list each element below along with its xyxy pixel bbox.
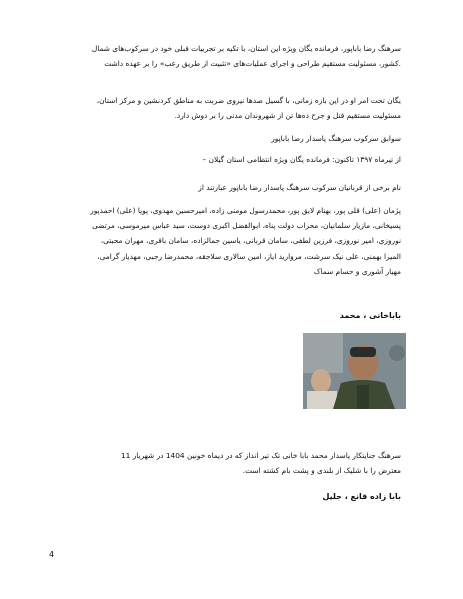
page-number: 4 <box>49 550 55 559</box>
paragraph-2-line: مسئولیت مستقیم قتل و جرح ده‌ها تن از شهروندان مدنی را بر دوش دارد. <box>174 111 401 121</box>
record-title: سوابق سرکوب سرهنگ پاسدار رضا باباپور <box>271 134 401 143</box>
next-section-heading: بابا زاده قانع ، جلیل <box>322 492 401 501</box>
victims-line: پژمان (علی) قلی پور، بهنام لایق پور، محمدرسول مومنی زاده، امیرحسین مهدوی، پویا (علی) احمدپور <box>90 206 401 215</box>
record-line: از تیرماه ۱۳۹۷ تاکنون: فرمانده یگان ویژه انتظامی استان گیلان – <box>202 155 401 164</box>
victims-line: پسیخانی، مازیار سلمانیان، محراب دولت پناه، ابوالفضل اکبری دوست، سید عباس میرموسی، مرتضی <box>92 221 401 231</box>
paragraph-1-line: سرهنگ رضا باباپور، فرمانده یگان ویژه این استان، با تکیه بر تجربیات قبلی خود در سرکوب‌های شمال <box>91 44 401 53</box>
victims-line: المیرا بهمنی، علی نیک سرشت، مروارید ایاز، امین سالاری سلاجقه، محمدرضا رجبی، مهدیار گرامی، <box>97 251 401 261</box>
victims-line: مهیار آشوری و حسام سماک <box>313 266 401 276</box>
section-paragraph-line: سرهنگ جنایتکار پاسدار محمد بابا خانی تک تیر انداز که در دیماه خونین 1404 در شهریار 11 <box>120 451 401 460</box>
portrait-photo <box>303 333 406 409</box>
section-heading: باباخانی ، محمد <box>339 311 401 320</box>
paragraph-2-line: یگان تحت امر او در این بازه زمانی، با گسیل صدها نیروی ضربت به مناطق کردنشین و مرکز استان، <box>96 96 401 105</box>
section-paragraph-line: معترض را با شلیک از بلندی و پشت بام کشته است. <box>242 466 401 476</box>
section-paragraph <box>121 448 401 478</box>
victims-list <box>90 203 401 279</box>
portrait-illustration <box>303 333 406 409</box>
paragraph-1-line: .کشور، مسئولیت مستقیم طراحی و اجرای عملیات‌های «تثبیت از طریق رعب» را بر عهده داشت <box>104 59 401 69</box>
paragraph-2 <box>97 93 401 123</box>
victims-line: نوروزی، امیر نوروزی، فرزین لطفی، سامان قربانی، یاسین جمالزاده، سامان باقری، مهران محبتی، <box>100 236 401 246</box>
paragraph-1 <box>92 41 401 71</box>
victims-intro: نام برخی از قربانیان سرکوب سرهنگ پاسدار رضا باباپور عبارتند از <box>198 183 401 192</box>
